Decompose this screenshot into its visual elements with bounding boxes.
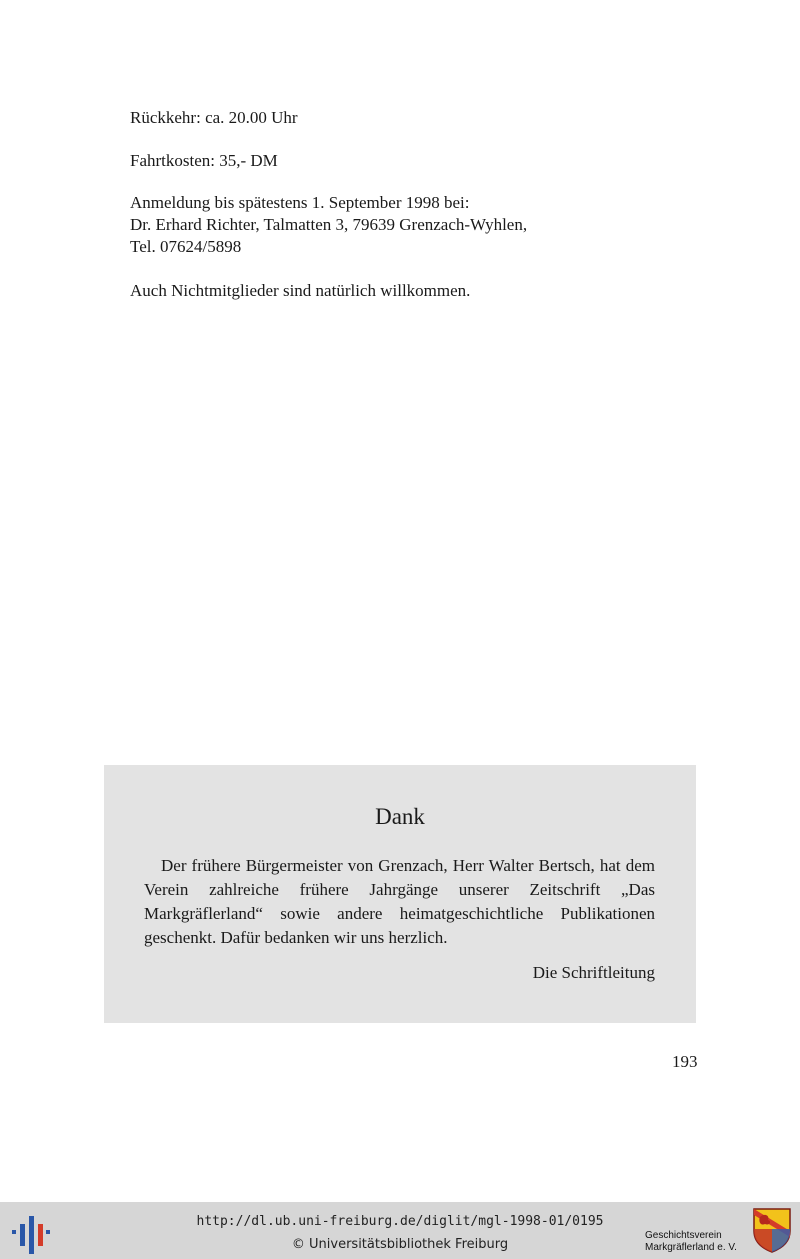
dank-signature: Die Schriftleitung [532,963,655,982]
permalink-url[interactable]: http://dl.ub.uni-freiburg.de/diglit/mgl-1998-01/0195 [196,1214,604,1229]
page-number: 193 [672,1052,698,1071]
dank-body-text: Der frühere Bürgermeister von Grenzach, Herr Walter Bertsch, hat dem Verein zahlreiche frühere Jahrgänge unserer Zeitschrift „Das Markgräflerland“ sowie andere heimatgeschichtliche Publikationen geschenkt. Dafür bedanken wir uns herzlich. [144,856,655,947]
return-time-line: Rückkehr: ca. 20.00 Uhr [130,108,298,127]
registration-line: Anmeldung bis spätestens 1. September 1998 bei: [130,193,470,212]
address-line: Dr. Erhard Richter, Talmatten 3, 79639 Grenzach-Wyhlen, [130,215,528,234]
society-name [645,1230,737,1254]
travel-cost-line: Fahrtkosten: 35,- DM [130,151,278,170]
markgraeflerland-crest-icon [752,1207,792,1253]
copyright-notice: © Universitätsbibliothek Freiburg [291,1237,509,1252]
dank-notice-box [104,765,696,1023]
society-name-line1: Geschichtsverein [645,1230,722,1241]
footer-bar [0,1202,800,1259]
society-name-line2: Markgräflerland e. V. [645,1242,737,1253]
welcome-line: Auch Nichtmitglieder sind natürlich willkommen. [130,281,471,300]
dank-title: Dank [375,804,425,829]
phone-line: Tel. 07624/5898 [130,237,242,256]
